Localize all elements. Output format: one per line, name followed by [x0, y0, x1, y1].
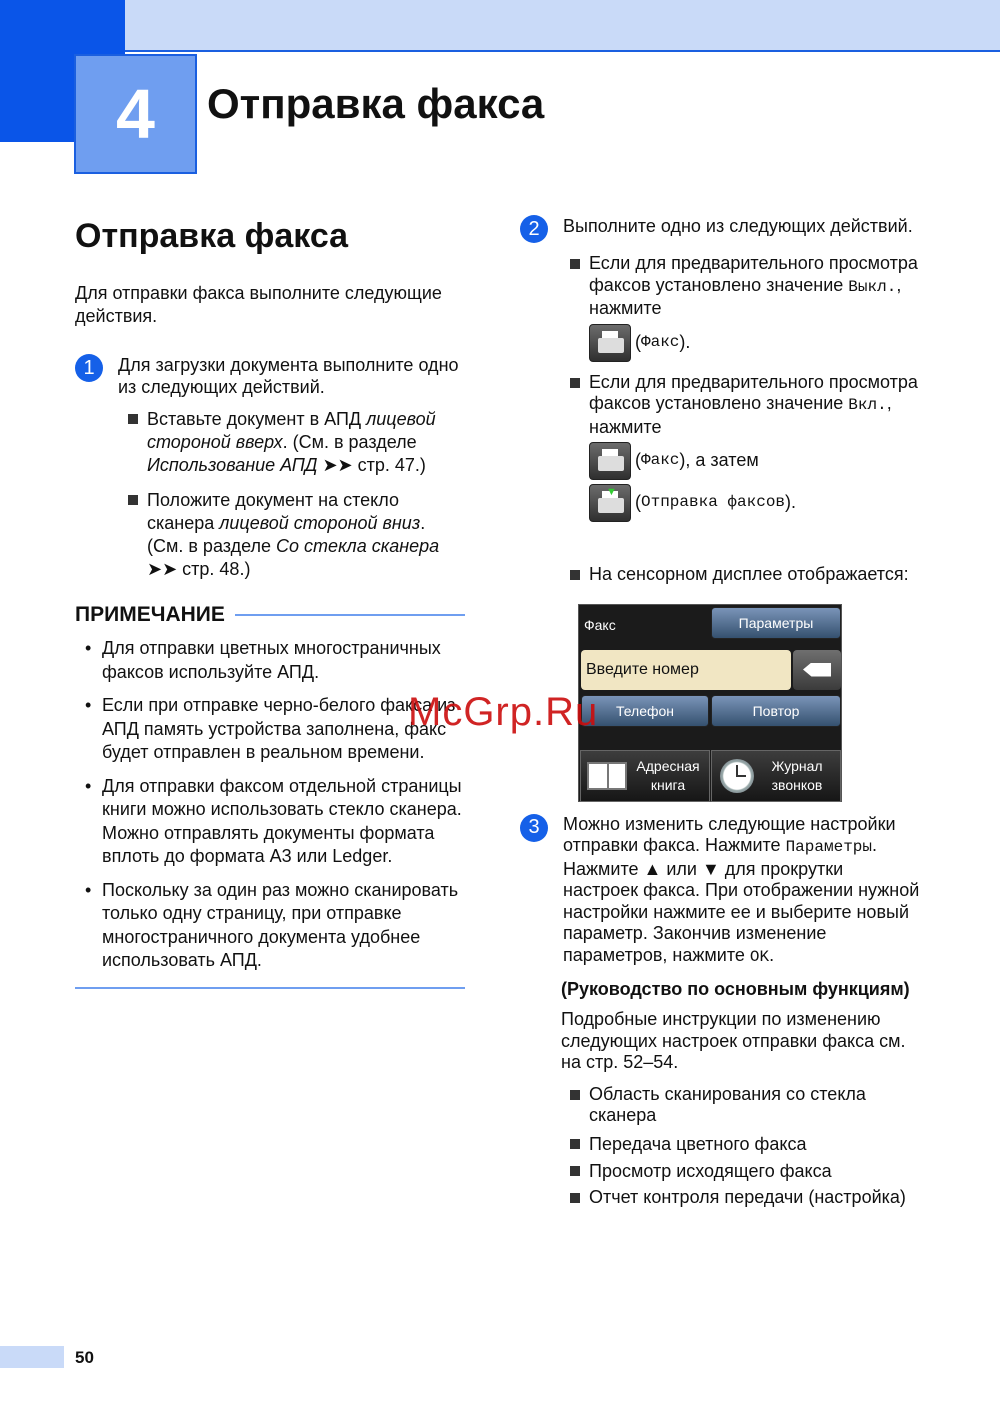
step-2-options — [568, 253, 920, 586]
left-column — [75, 215, 465, 989]
touchscreen-display — [578, 604, 842, 802]
step-2-number: 2 — [520, 215, 548, 243]
step-1-number: 1 — [75, 354, 103, 382]
bullet-emphasis: лицевой стороной вверх — [147, 409, 436, 452]
paren: ( — [635, 331, 641, 352]
step-3-number: 3 — [520, 814, 548, 842]
lcd-title: Факс — [584, 616, 616, 633]
setting-value: Вкл. — [848, 396, 887, 414]
step-3 — [520, 814, 920, 969]
step-3-text-part: . — [769, 944, 775, 965]
paren: ( — [635, 492, 641, 513]
cross-reference: Со стекла сканера — [276, 536, 440, 556]
clock-icon — [720, 759, 754, 793]
list-item: Область сканирования со стекла сканера — [568, 1084, 920, 1127]
bullet-text: . (См. в разделе — [282, 432, 417, 452]
call-log-label: звонков — [771, 776, 823, 793]
page-reference: ➤➤ стр. 47.) — [317, 455, 426, 475]
call-log-button[interactable] — [711, 750, 841, 802]
note-title: ПРИМЕЧАНИЕ — [75, 603, 225, 626]
suffix-text: ). — [785, 492, 797, 513]
options-key: Параметры — [785, 838, 872, 856]
intro-paragraph: Для отправки факса выполните следующие действия. — [75, 283, 442, 326]
send-fax-label: Отправка факсов — [641, 493, 786, 512]
page-reference: ➤➤ стр. 48.) — [147, 559, 251, 579]
chapter-title: Отправка факса — [207, 80, 545, 127]
bullet-text: Если для предварительного просмотра факсов установлено значение — [589, 371, 918, 413]
list-item — [568, 372, 920, 523]
step-1-text: Для загрузки документа выполните одно из следующих действий. — [118, 355, 459, 397]
fax-icon[interactable] — [589, 324, 631, 362]
list-item — [568, 564, 920, 586]
fax-label: Факс — [641, 451, 680, 470]
guide-block — [561, 978, 911, 1074]
send-fax-button-row — [589, 484, 920, 522]
backspace-button[interactable] — [793, 650, 841, 690]
address-book-label: книга — [650, 776, 686, 793]
header-rule — [125, 50, 1000, 52]
bullet-text: , нажмите — [589, 393, 892, 437]
list-item: Передача цветного факса — [568, 1133, 920, 1156]
note-list — [85, 637, 465, 973]
step-2 — [520, 215, 920, 243]
bullet-text: Положите документ на стекло сканера — [147, 490, 399, 533]
step-3-text — [563, 814, 920, 969]
suffix-text: ). — [679, 331, 691, 352]
list-item — [126, 408, 465, 477]
guide-text: Подробные инструкции по изменению следующих настроек отправки факса см. на стр. 52–54. — [561, 1009, 906, 1072]
paren: ( — [635, 450, 641, 471]
bullet-text: На сенсорном дисплее отображается: — [589, 564, 909, 584]
fax-button-row — [589, 324, 920, 362]
step-1-options — [126, 408, 465, 581]
fax-label: Факс — [641, 332, 680, 351]
fax-button-row — [589, 442, 920, 480]
bullet-text: Вставьте документ в АПД — [147, 409, 367, 429]
send-fax-icon[interactable]: ▼ — [589, 484, 631, 522]
address-book-button[interactable] — [580, 750, 710, 802]
ok-key: OK — [749, 947, 770, 966]
fax-number-input[interactable]: Введите номер — [581, 650, 791, 690]
settings-list — [568, 1084, 920, 1209]
note-header — [75, 603, 465, 627]
list-item — [568, 253, 920, 362]
fax-icon[interactable] — [589, 442, 631, 480]
note-rule — [235, 614, 465, 616]
footer-accent — [0, 1346, 64, 1368]
watermark: McGrp.Ru — [408, 690, 599, 734]
list-item — [126, 489, 465, 581]
options-button[interactable]: Параметры — [711, 607, 841, 639]
address-book-label: Адресная — [636, 757, 700, 774]
step-2-text: Выполните одно из следующих действий. — [563, 216, 913, 236]
setting-value: Выкл. — [848, 277, 897, 296]
suffix-text: ), а затем — [679, 450, 759, 471]
backspace-icon — [803, 663, 831, 677]
page-number: 50 — [75, 1348, 94, 1367]
chapter-number-box — [74, 54, 197, 174]
step-3-text-part: Можно изменить следующие настройки отправки факса. Нажмите — [563, 813, 896, 855]
step-3-text-part: . Нажмите ▲ или ▼ для прокрутки настроек факса. При отображении нужной настройки нажмите ее и выберите новый параметр. Закончив изменение параметров, нажмите — [563, 835, 920, 965]
note-item: • Для отправки цветных многостраничных факсов используйте АПД. — [85, 637, 465, 684]
bullet-emphasis: лицевой стороной вниз — [219, 513, 421, 533]
address-book-icon — [587, 762, 627, 790]
phone-button[interactable]: Телефон — [581, 695, 709, 727]
call-log-label: Журнал — [771, 757, 823, 774]
bullet-text: . (См. в разделе — [147, 513, 426, 556]
bullet-text: Если для предварительного просмотра факсов установлено значение — [589, 253, 918, 295]
note-item: • Для отправки факсом отдельной страницы книги можно использовать стекло сканера. Можно отправлять документы формата вплоть до формата A3 или Ledger. — [85, 775, 465, 869]
list-item: Просмотр исходящего факса — [568, 1160, 920, 1183]
header-band — [125, 0, 1000, 52]
note-item: • Поскольку за один раз можно сканировать только одну страницу, при отправке многостраничного документа удобнее использовать АПД. — [85, 879, 465, 973]
list-item: Отчет контроля передачи (настройка) — [568, 1187, 920, 1209]
step-1 — [75, 354, 465, 398]
cross-reference: Использование АПД — [147, 455, 318, 475]
section-title: Отправка факса — [75, 217, 349, 255]
note-item: • Если при отправке черно-белого факса из АПД память устройства заполнена, факс будет отправлен в реальном времени. — [85, 694, 465, 765]
redial-button[interactable]: Повтор — [711, 695, 841, 727]
note-end-rule — [75, 987, 465, 989]
guide-title: (Руководство по основным функциям) — [561, 979, 910, 999]
bullet-text: , нажмите — [589, 274, 902, 318]
chapter-number: 4 — [116, 75, 155, 153]
